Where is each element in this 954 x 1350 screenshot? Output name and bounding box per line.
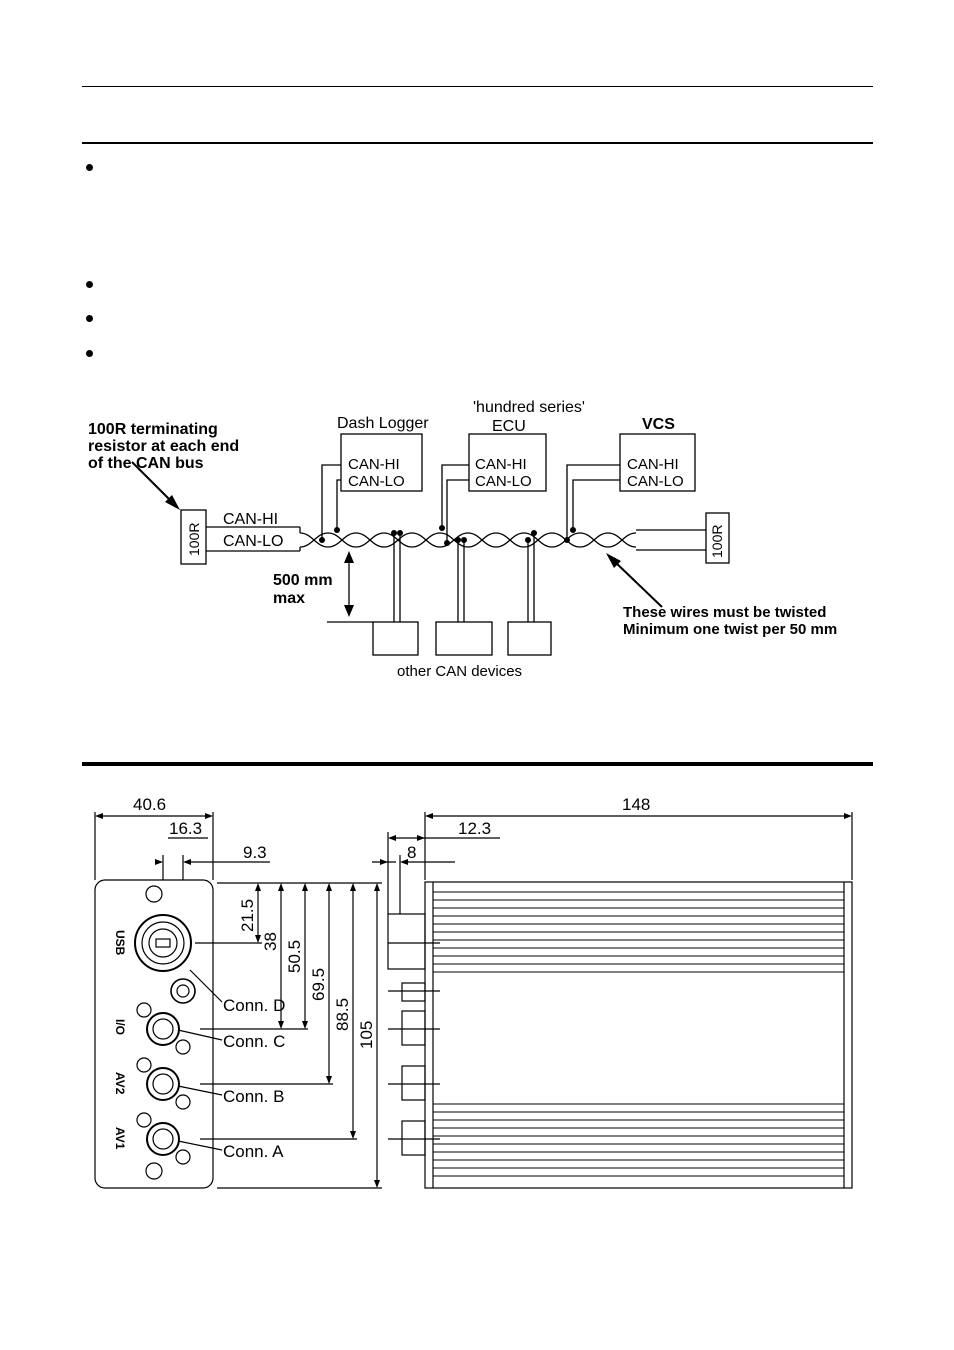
stub-length-line2: max [273, 590, 306, 607]
dash-logger-lo: CAN-LO [348, 473, 405, 490]
dim-height-6: 105 [357, 1020, 376, 1049]
dim-front-width: 40.6 [133, 795, 167, 814]
terminating-note-line3: of the CAN bus [88, 455, 204, 472]
dim-side-d1: 12.3 [458, 819, 492, 838]
dim-height-4: 69.5 [309, 967, 328, 1001]
vcs-hi: CAN-HI [627, 456, 679, 473]
dim-height-2: 38 [261, 932, 280, 951]
port-label-av1: AV1 [113, 1127, 127, 1150]
dim-height-3: 50.5 [285, 939, 304, 973]
twist-note-line2: Minimum one twist per 50 mm [623, 621, 838, 638]
vcs-title: VCS [642, 416, 675, 433]
wire-hi-label: CAN-HI [223, 511, 279, 528]
ecu-title-line1: 'hundred series' [473, 399, 585, 416]
other-devices-label: other CAN devices [397, 663, 523, 680]
conn-a-label: Conn. A [223, 1142, 284, 1161]
terminating-note-line2: resistor at each end [88, 438, 240, 455]
twist-note-line1: These wires must be twisted [623, 604, 827, 621]
dash-logger-title: Dash Logger [337, 415, 429, 432]
usb-connector [135, 915, 191, 971]
wire-lo-label: CAN-LO [223, 533, 284, 550]
conn-b-label: Conn. B [223, 1087, 285, 1106]
vcs-lo: CAN-LO [627, 473, 684, 490]
dash-logger-hi: CAN-HI [348, 456, 400, 473]
ecu-title-line2: ECU [492, 418, 526, 435]
dim-height-1: 21.5 [238, 898, 257, 932]
stub-length-line1: 500 mm [273, 572, 333, 589]
ecu-hi: CAN-HI [475, 456, 527, 473]
ecu-lo: CAN-LO [475, 473, 532, 490]
resistor-left-label: 100R [186, 522, 202, 556]
side-body [425, 882, 852, 1188]
conn-b-body [147, 1068, 179, 1100]
resistor-right-label: 100R [709, 524, 725, 558]
terminating-note-line1: 100R terminating [88, 421, 218, 438]
dim-side-d2: 8 [407, 843, 417, 862]
conn-c-body [147, 1013, 179, 1045]
port-label-io: I/O [113, 1019, 127, 1036]
conn-a-body [147, 1123, 179, 1155]
dim-front-d1: 16.3 [169, 819, 203, 838]
port-label-av2: AV2 [113, 1072, 127, 1095]
conn-c-label: Conn. C [223, 1032, 286, 1051]
conn-d-label: Conn. D [223, 996, 286, 1015]
dim-height-5: 88.5 [333, 997, 352, 1031]
dim-front-d2: 9.3 [243, 843, 267, 862]
dim-side-length: 148 [622, 795, 651, 814]
port-label-usb: USB [113, 930, 127, 956]
